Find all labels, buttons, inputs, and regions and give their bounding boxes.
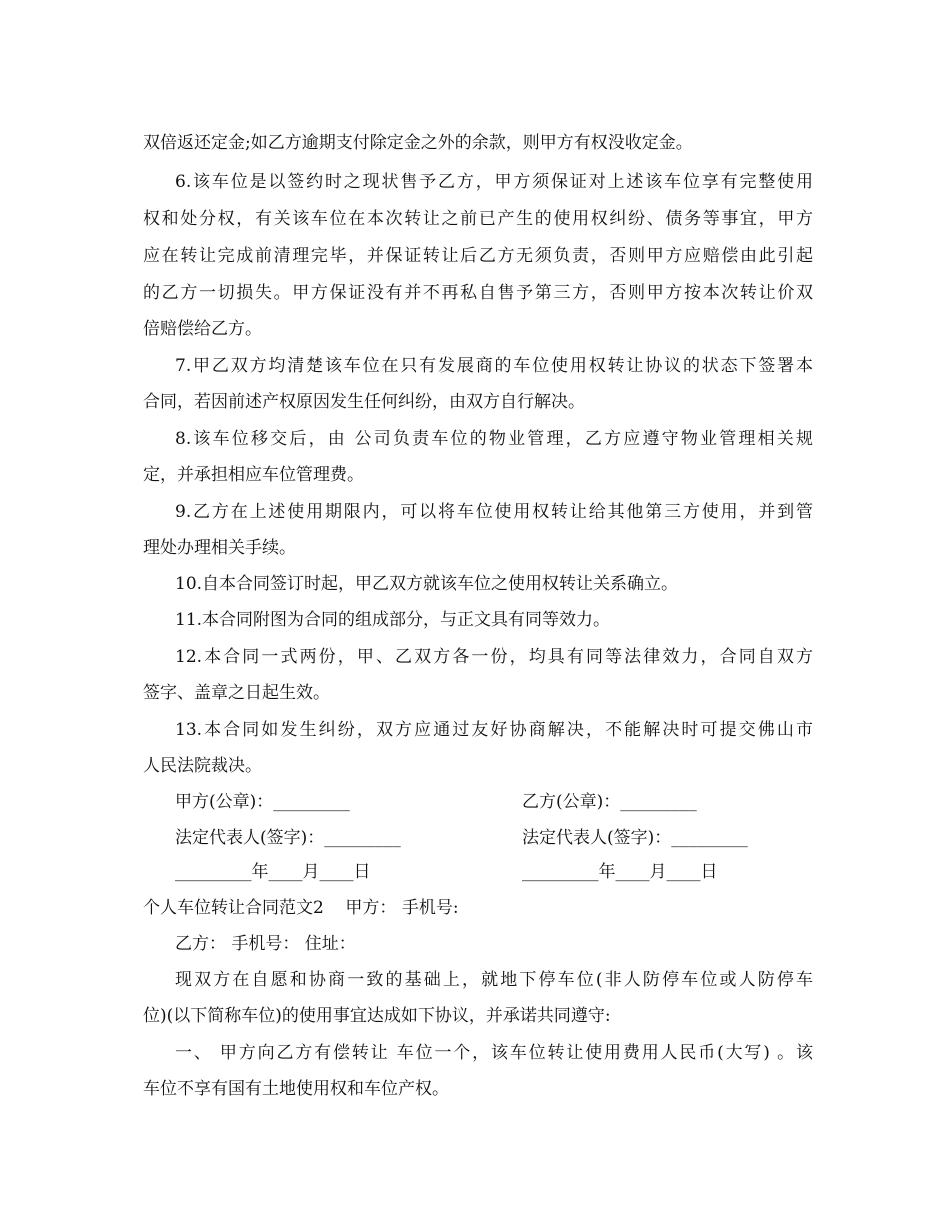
text-line: 一、 甲方向乙方有偿转让 车位一个，该车位转让使用费用人民币(大写) 。该	[175, 1043, 813, 1063]
text-line: 签字、盖章之日起生效。	[143, 683, 330, 703]
text-line: 双倍返还定金;如乙方逾期支付除定金之外的余款，则甲方有权没收定金。	[143, 133, 693, 153]
text-line: 乙方： 手机号： 住址：	[175, 934, 356, 954]
text-line: 7.甲乙双方均清楚该车位在只有发展商的车位使用权转让协议的状态下签署本	[175, 356, 813, 376]
text-line: 10.自本合同签订时起，甲乙双方就该车位之使用权转让关系确立。	[175, 574, 679, 594]
text-line: 的乙方一切损失。甲方保证没有并不再私自售予第三方，否则甲方按本次转让价双	[143, 283, 813, 303]
text-line: 人民法院裁决。	[143, 756, 262, 776]
text-line: 13.本合同如发生纠纷，双方应通过友好协商解决，不能解决时可提交佛山市	[175, 720, 813, 740]
text-line: 权和处分权，有关该车位在本次转让之前已产生的使用权纠纷、债务等事宜，甲方	[143, 209, 813, 229]
text-line: 定，并承担相应车位管理费。	[143, 465, 364, 485]
party-a-seal-field: 甲方(公章)：_________	[175, 792, 350, 812]
text-line: 6.该车位是以签约时之现状售予乙方，甲方须保证对上述该车位享有完整使用	[175, 172, 813, 192]
party-a-representative-field: 法定代表人(签字)：_________	[175, 828, 401, 848]
second-contract-heading: 个人车位转让合同范文2 甲方： 手机号:	[143, 898, 459, 918]
party-b-representative-field: 法定代表人(签字)：_________	[522, 828, 748, 848]
party-a-date-field: _________年____月____日	[175, 862, 371, 882]
text-line: 9.乙方在上述使用期限内，可以将车位使用权转让给其他第三方使用，并到管	[175, 502, 813, 522]
text-line: 12.本合同一式两份，甲、乙双方各一份，均具有同等法律效力，合同自双方	[175, 647, 813, 667]
text-line: 车位不享有国有土地使用权和车位产权。	[143, 1079, 449, 1099]
text-line: 理处办理相关手续。	[143, 538, 296, 558]
text-line: 合同，若因前述产权原因发生任何纠纷，由双方自行解决。	[143, 392, 585, 412]
text-line: 位)(以下简称车位)的使用事宜达成如下协议，并承诺共同遵守:	[143, 1006, 611, 1026]
text-line: 应在转让完成前清理完毕，并保证转让后乙方无须负责，否则甲方应赔偿由此引起	[143, 246, 813, 266]
text-line: 现双方在自愿和协商一致的基础上，就地下停车位(非人防停车位或人防停车	[175, 970, 813, 990]
party-b-date-field: _________年____月____日	[522, 862, 718, 882]
text-line: 8.该车位移交后，由 公司负责车位的物业管理，乙方应遵守物业管理相关规	[175, 429, 813, 449]
party-b-seal-field: 乙方(公章)：_________	[522, 792, 697, 812]
text-line: 11.本合同附图为合同的组成部分，与正文具有同等效力。	[175, 610, 611, 630]
text-line: 倍赔偿给乙方。	[143, 319, 262, 339]
